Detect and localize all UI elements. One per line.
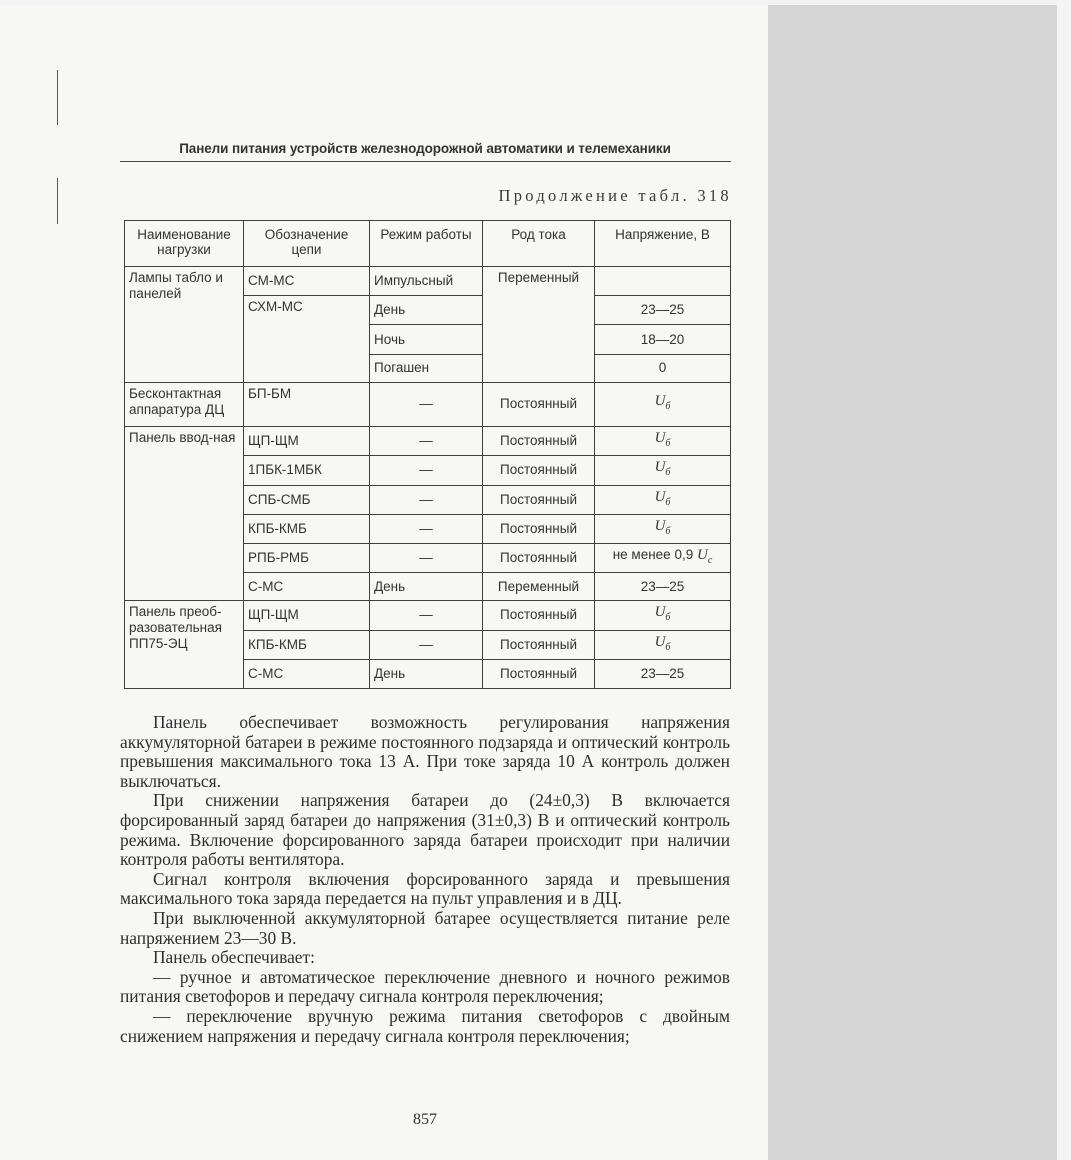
voltage-prefix: не менее 0,9	[612, 547, 694, 563]
current-cell: Постоянный	[483, 543, 595, 572]
mode-cell: —	[370, 514, 483, 543]
circuit-cell: БП-БМ	[244, 382, 370, 426]
paragraph: — ручное и автоматическое переключение дневного и ночного режимов питания светофоров и передачу сигнала контроля переключения;	[120, 966, 730, 1007]
current-cell: Постоянный	[483, 485, 595, 514]
table-row	[125, 601, 731, 630]
table-header-row	[125, 221, 731, 267]
voltage-cell	[595, 601, 731, 630]
voltage-cell	[595, 543, 731, 572]
voltage-cell: 23—25	[595, 659, 731, 688]
circuit-cell: 1ПБК-1МБК	[244, 456, 370, 485]
circuit-cell: С-МС	[244, 659, 370, 688]
column-header: Режим работы	[370, 221, 483, 267]
circuit-cell: ЩП-ЩМ	[244, 427, 370, 456]
current-cell: Переменный	[483, 267, 595, 383]
circuit-cell: КПБ-КМБ	[244, 630, 370, 659]
paragraph: Сигнал контроля включения форсированного заряда и превышения максимального тока заряда передается на пульт управления и в ДЦ.	[120, 868, 730, 909]
voltage-symbol: $U_б$	[654, 393, 671, 413]
column-header: Наименование нагрузки	[125, 221, 244, 267]
voltage-cell	[595, 382, 731, 426]
circuit-cell: С-МС	[244, 573, 370, 601]
load-name-cell: Лампы табло и панелей	[125, 267, 244, 383]
paragraph: Панель обеспечивает возможность регулирования напряжения аккумуляторной батареи в режиме постоянного подзаряда и оптический контроль превышения максимального тока 13 А. При токе заряда 10 А контроль должен выключаться.	[120, 712, 730, 791]
current-cell: Переменный	[483, 573, 595, 601]
current-cell: Постоянный	[483, 382, 595, 426]
load-name-cell: Панель преоб-разовательная ПП75-ЭЦ	[125, 601, 244, 689]
current-cell: Постоянный	[483, 601, 595, 630]
voltage-cell: 23—25	[595, 296, 731, 325]
mode-cell: —	[370, 630, 483, 659]
current-cell: Постоянный	[483, 659, 595, 688]
body-text	[120, 713, 730, 1046]
voltage-cell	[595, 514, 731, 543]
voltage-symbol: $U_б$	[654, 517, 671, 537]
voltage-cell	[595, 427, 731, 456]
running-head: Панели питания устройств железнодорожной автоматики и телемеханики	[179, 141, 671, 156]
mode-cell: Погашен	[370, 354, 483, 382]
mode-cell: —	[370, 601, 483, 630]
paragraph: — переключение вручную режима питания светофоров с двойным снижением напряжения и передачу сигнала контроля переключения;	[120, 1005, 730, 1046]
margin-mark	[57, 70, 58, 125]
table-row	[125, 427, 731, 456]
paragraph: При выключенной аккумуляторной батарее осуществляется питание реле напряжением 23—30 В.	[120, 907, 730, 948]
current-cell: Постоянный	[483, 514, 595, 543]
voltage-symbol: $U_б$	[654, 633, 671, 653]
table-row	[125, 267, 731, 296]
voltage-symbol: $U_с$	[696, 547, 713, 567]
mode-cell: —	[370, 543, 483, 572]
mode-cell: День	[370, 296, 483, 325]
voltage-cell	[595, 267, 731, 296]
table-row	[125, 382, 731, 426]
mode-cell: Ночь	[370, 325, 483, 354]
current-cell: Постоянный	[483, 630, 595, 659]
voltage-symbol: $U_б$	[654, 604, 671, 624]
column-header: Обозначение цепи	[244, 221, 370, 267]
voltage-cell: 23—25	[595, 573, 731, 601]
mode-cell: День	[370, 573, 483, 601]
load-name-cell: Панель ввод-ная	[125, 427, 244, 601]
circuit-cell: СХМ-МС	[244, 296, 370, 383]
mode-cell: Импульсный	[370, 267, 483, 296]
circuit-cell: СМ-МС	[244, 267, 370, 296]
current-cell: Постоянный	[483, 427, 595, 456]
page-top-fold	[0, 5, 768, 45]
margin-mark	[57, 178, 58, 224]
scan-right-edge	[1057, 0, 1071, 1160]
mode-cell: День	[370, 659, 483, 688]
voltage-cell: 18—20	[595, 325, 731, 354]
circuit-cell: СПБ-СМБ	[244, 485, 370, 514]
mode-cell: —	[370, 456, 483, 485]
load-name-cell: Бесконтактная аппаратура ДЦ	[125, 382, 244, 426]
table-continuation-label: Продолжение табл. 318	[498, 186, 732, 205]
voltage-cell	[595, 630, 731, 659]
circuit-cell: КПБ-КМБ	[244, 514, 370, 543]
voltage-cell	[595, 485, 731, 514]
paragraph: При снижении напряжения батареи до (24±0,3) В включается форсированный заряд батареи до напряжения (31±0,3) В и оптический контроль режима. Включение форсированного заряда батареи происходит при наличии контроля работы вентилятора.	[120, 790, 730, 870]
voltage-symbol: $U_б$	[654, 488, 671, 508]
column-header: Род тока	[483, 221, 595, 267]
voltage-cell: 0	[595, 354, 731, 382]
circuit-cell: РПБ-РМБ	[244, 543, 370, 572]
circuit-cell: ЩП-ЩМ	[244, 601, 370, 630]
mode-cell: —	[370, 485, 483, 514]
paragraph: Панель обеспечивает:	[153, 947, 315, 968]
load-table	[124, 220, 731, 689]
voltage-symbol: $U_б$	[654, 430, 671, 450]
current-cell: Постоянный	[483, 456, 595, 485]
mode-cell: —	[370, 382, 483, 426]
voltage-symbol: $U_б$	[654, 459, 671, 479]
voltage-cell	[595, 456, 731, 485]
mode-cell: —	[370, 427, 483, 456]
page-number: 857	[413, 1111, 437, 1128]
header-rule	[120, 161, 731, 162]
column-header: Напряжение, В	[595, 221, 731, 267]
